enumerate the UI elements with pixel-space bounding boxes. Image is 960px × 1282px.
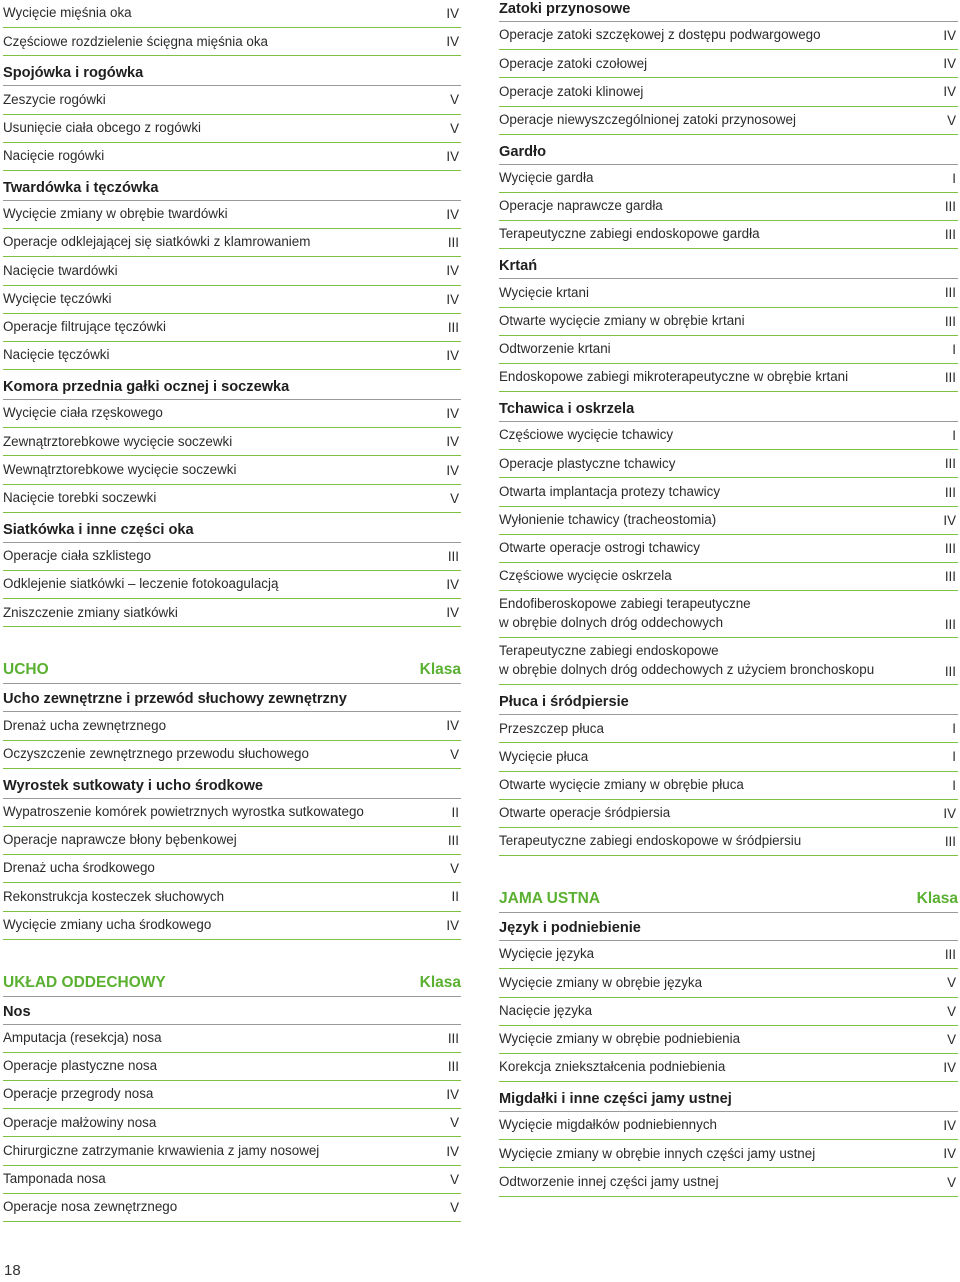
procedure-row [499,743,958,771]
procedure-class: III [447,833,459,849]
procedure-class: IV [446,718,459,734]
procedure-row [499,1112,958,1140]
procedure-name: Wycięcie zmiany w obrębie twardówki [3,206,228,222]
procedure-row [3,428,461,456]
procedure-row [3,543,461,571]
procedure-name: Nacięcie twardówki [3,262,118,278]
procedure-class: III [944,313,956,329]
procedure-name: Odklejenie siatkówki – leczenie fotokoagulacją [3,576,279,592]
procedure-row [499,50,958,78]
procedure-row [499,279,958,307]
procedure-row [3,400,461,428]
procedure-name: Wycięcie migdałków podniebiennych [499,1117,717,1133]
section-title: JAMA USTNA [499,890,601,908]
procedure-row [499,107,958,135]
procedure-name: Częściowe wycięcie oskrzela [499,568,672,584]
procedure-row [3,143,461,171]
procedure-name: Operacje plastyczne tchawicy [499,455,676,471]
procedure-name: Rekonstrukcja kosteczek słuchowych [3,888,225,904]
procedure-name: Zewnątrztorebkowe wycięcie soczewki [3,433,233,449]
procedure-row [499,507,958,535]
procedure-class: III [944,947,956,963]
procedure-row [3,257,461,285]
procedure-class: IV [446,917,459,933]
procedure-class: III [447,319,459,335]
subsection-heading: Tchawica i oskrzela [499,392,958,422]
procedure-row [3,712,461,740]
procedure-row [499,941,958,969]
procedure-class: IV [446,207,459,223]
subsection-heading: Wyrostek sutkowaty i ucho środkowe [3,769,461,799]
procedure-name: Otwarte wycięcie zmiany w obrębie płuca [499,776,744,792]
procedure-class: V [450,861,459,877]
procedure-name: Operacje naprawcze gardła [499,198,663,214]
procedure-row [3,286,461,314]
subsection-heading: Spojówka i rogówka [3,56,461,86]
procedure-name: Usunięcie ciała obcego z rogówki [3,119,201,135]
section-heading-jama-ustna [499,880,958,913]
procedure-name-line-2: w obrębie dolnych dróg oddechowych [499,614,724,630]
procedure-row [499,800,958,828]
procedure-class: III [447,1058,459,1074]
procedure-class: III [944,369,956,385]
procedure-name: Zniszczenie zmiany siatkówki [3,604,178,620]
procedure-class: IV [446,263,459,279]
procedure-name: Wycięcie zmiany w obrębie innych części jamy ustnej [499,1145,816,1161]
procedure-row [499,478,958,506]
procedure-name: Operacje przegrody nosa [3,1086,154,1102]
procedure-row [3,0,461,28]
procedure-class: V [947,112,956,128]
procedure-name: Terapeutyczne zabiegi endoskopowe gardła [499,226,760,242]
procedure-class: II [451,804,459,820]
procedure-name [499,595,751,632]
procedure-row [3,1081,461,1109]
procedure-name: Tamponada nosa [3,1170,106,1186]
procedure-row [499,1168,958,1196]
procedure-row [3,28,461,56]
page-number: 18 [4,1262,21,1279]
procedure-class: IV [943,56,956,72]
procedure-class: I [952,170,956,186]
procedure-row [3,201,461,229]
procedure-name-line-1: Endofiberoskopowe zabiegi terapeutyczne [499,596,751,612]
subsection-heading: Migdałki i inne części jamy ustnej [499,1082,958,1112]
procedure-name: Zeszycie rogówki [3,91,106,107]
procedure-name: Oczyszczenie zewnętrznego przewodu słuchowego [3,745,309,761]
procedure-class: V [450,1171,459,1187]
section-gap [3,940,461,964]
procedure-name: Wycięcie języka [499,946,595,962]
procedure-name: Otwarte wycięcie zmiany w obrębie krtani [499,312,745,328]
procedure-name: Drenaż ucha zewnętrznego [3,717,167,733]
section-gap [3,627,461,651]
procedure-class: I [952,721,956,737]
procedure-class: IV [446,148,459,164]
procedure-class: IV [446,462,459,478]
procedure-row [3,485,461,513]
procedure-name: Amputacja (resekcja) nosa [3,1030,162,1046]
subsection-heading: Język i podniebienie [499,913,958,941]
procedure-row [499,772,958,800]
procedure-class: IV [446,347,459,363]
procedure-row [499,828,958,856]
procedure-class: IV [446,291,459,307]
procedure-name: Wycięcie płuca [499,748,589,764]
procedure-class: V [947,975,956,991]
procedure-name: Odtworzenie innej części jamy ustnej [499,1173,719,1189]
procedure-name: Operacje małżowiny nosa [3,1114,157,1130]
procedure-row [3,855,461,883]
procedure-class: IV [446,577,459,593]
procedure-row [499,1140,958,1168]
procedure-class: V [450,92,459,108]
procedure-row [499,1026,958,1054]
klasa-column-header: Klasa [419,661,461,679]
procedure-class: III [944,569,956,585]
procedure-name: Częściowe rozdzielenie ścięgna mięśnia oka [3,33,268,49]
procedure-row [3,599,461,627]
procedure-row [3,883,461,911]
procedure-name: Nacięcie rogówki [3,148,105,164]
procedure-row [499,422,958,450]
section-heading-ucho [3,651,461,684]
procedure-name: Wycięcie zmiany w obrębie podniebienia [499,1031,741,1047]
procedure-name: Chirurgiczne zatrzymanie krwawienia z jamy nosowej [3,1142,320,1158]
procedure-name: Operacje nosa zewnętrznego [3,1199,178,1215]
procedure-name: Drenaż ucha środkowego [3,860,155,876]
procedure-class: III [944,834,956,850]
procedure-row [3,1194,461,1222]
procedure-row [3,912,461,940]
subsection-heading: Gardło [499,135,958,165]
procedure-class: V [450,1199,459,1215]
procedure-name: Operacje plastyczne nosa [3,1058,158,1074]
procedure-name: Operacje ciała szklistego [3,548,152,564]
procedure-name: Wycięcie tęczówki [3,290,112,306]
procedure-row [499,336,958,364]
procedure-class: IV [446,1143,459,1159]
procedure-row [3,456,461,484]
procedure-name: Operacje zatoki szczękowej z dostępu podwargowego [499,27,821,43]
procedure-name: Wycięcie ciała rzęskowego [3,405,163,421]
procedure-row [499,638,958,685]
left-column [3,0,461,1222]
subsection-heading: Twardówka i tęczówka [3,171,461,201]
section-heading-uklad-oddechowy [3,964,461,997]
procedure-name-line-2: w obrębie dolnych dróg oddechowych z użyciem bronchoskopu [499,661,875,677]
procedure-row [3,115,461,143]
procedure-class: V [450,490,459,506]
procedure-row [3,827,461,855]
procedure-row [499,563,958,591]
procedure-class: I [952,777,956,793]
procedure-class: III [944,285,956,301]
procedure-row [3,1137,461,1165]
procedure-name: Nacięcie tęczówki [3,347,110,363]
subsection-heading: Nos [3,997,461,1025]
procedure-class: III [944,484,956,500]
procedure-row [499,715,958,743]
procedure-row [3,314,461,342]
procedure-row [499,591,958,638]
procedure-class: V [947,1031,956,1047]
procedure-class: III [447,548,459,564]
procedure-class: III [944,664,956,680]
procedure-name [499,642,874,679]
procedure-class: IV [943,512,956,528]
procedure-class: IV [446,34,459,50]
procedure-class: V [450,746,459,762]
procedure-class: III [944,227,956,243]
right-column [499,0,958,1197]
procedure-name: Odtworzenie krtani [499,341,611,357]
procedure-name: Operacje zatoki czołowej [499,55,648,71]
procedure-class: IV [943,84,956,100]
procedure-class: IV [446,1087,459,1103]
subsection-heading: Komora przednia gałki ocznej i soczewka [3,370,461,400]
subsection-heading: Płuca i śródpiersie [499,685,958,715]
procedure-name: Otwarta implantacja protezy tchawicy [499,483,721,499]
procedure-row [499,193,958,221]
procedure-name: Wycięcie gardła [499,170,594,186]
procedure-name: Wycięcie krtani [499,284,589,300]
procedure-row [3,86,461,114]
klasa-column-header: Klasa [916,890,958,908]
procedure-name: Otwarte operacje śródpiersia [499,805,671,821]
procedure-name: Terapeutyczne zabiegi endoskopowe w śródpiersiu [499,833,802,849]
procedure-class: III [447,235,459,251]
procedure-row [3,229,461,257]
procedure-class: IV [446,406,459,422]
procedure-row [499,998,958,1026]
procedure-class: V [450,120,459,136]
procedure-class: IV [943,28,956,44]
procedure-row [3,571,461,599]
section-title: UCHO [3,661,49,679]
procedure-row [499,969,958,997]
procedure-class: III [944,617,956,633]
subsection-heading: Krtań [499,249,958,279]
procedure-name: Korekcja zniekształcenia podniebienia [499,1059,726,1075]
procedure-row [499,450,958,478]
procedure-class: III [447,1030,459,1046]
procedure-name: Nacięcie torebki soczewki [3,489,157,505]
procedure-class: IV [446,434,459,450]
procedure-row [3,741,461,769]
procedure-class: V [947,1174,956,1190]
procedure-class: I [952,428,956,444]
procedure-name: Wycięcie zmiany ucha środkowego [3,916,212,932]
klasa-column-header: Klasa [419,973,461,991]
procedure-class: I [952,749,956,765]
procedure-name: Wycięcie zmiany w obrębie języka [499,974,703,990]
procedure-name: Endoskopowe zabiegi mikroterapeutyczne w obrębie krtani [499,369,849,385]
subsection-heading: Siatkówka i inne części oka [3,513,461,543]
procedure-row [499,535,958,563]
procedure-name: Częściowe wycięcie tchawicy [499,427,674,443]
procedure-name: Nacięcie języka [499,1002,593,1018]
procedure-row [499,364,958,392]
procedure-class: IV [943,1146,956,1162]
procedure-name: Wyłonienie tchawicy (tracheostomia) [499,511,717,527]
procedure-name: Wycięcie mięśnia oka [3,5,132,21]
procedure-class: IV [943,805,956,821]
procedure-row [499,308,958,336]
procedure-name: Wypatroszenie komórek powietrznych wyrostka sutkowatego [3,804,364,820]
subsection-heading: Zatoki przynosowe [499,0,958,22]
procedure-name: Operacje filtrujące tęczówki [3,319,166,335]
procedure-row [499,1054,958,1082]
subsection-heading: Ucho zewnętrzne i przewód słuchowy zewnętrzny [3,684,461,712]
procedure-name: Operacje odklejającej się siatkówki z klamrowaniem [3,234,311,250]
procedure-row [3,1109,461,1137]
procedure-class: I [952,341,956,357]
procedure-class: V [947,1003,956,1019]
section-title: UKŁAD ODDECHOWY [3,973,166,991]
procedure-class: V [450,1115,459,1131]
procedure-row [499,221,958,249]
procedure-name-line-1: Terapeutyczne zabiegi endoskopowe [499,643,719,659]
procedure-row [3,1025,461,1053]
procedure-class: IV [943,1059,956,1075]
procedure-class: IV [446,6,459,22]
procedure-row [3,799,461,827]
procedure-name: Operacje naprawcze błony bębenkowej [3,832,237,848]
procedure-name: Przeszczep płuca [499,720,604,736]
procedure-class: III [944,199,956,215]
procedure-row [3,1166,461,1194]
procedure-row [499,22,958,50]
procedure-row [3,342,461,370]
procedure-row [499,78,958,106]
procedure-class: IV [446,605,459,621]
procedure-class: III [944,456,956,472]
procedure-name: Otwarte operacje ostrogi tchawicy [499,540,700,556]
procedure-name: Operacje zatoki klinowej [499,83,644,99]
procedure-row [499,165,958,193]
procedure-name: Wewnątrztorebkowe wycięcie soczewki [3,461,237,477]
procedure-row [3,1053,461,1081]
procedure-class: III [944,540,956,556]
procedure-class: II [451,889,459,905]
procedure-class: IV [943,1118,956,1134]
section-gap [499,856,958,880]
procedure-name: Operacje niewyszczególnionej zatoki przynosowej [499,111,796,127]
